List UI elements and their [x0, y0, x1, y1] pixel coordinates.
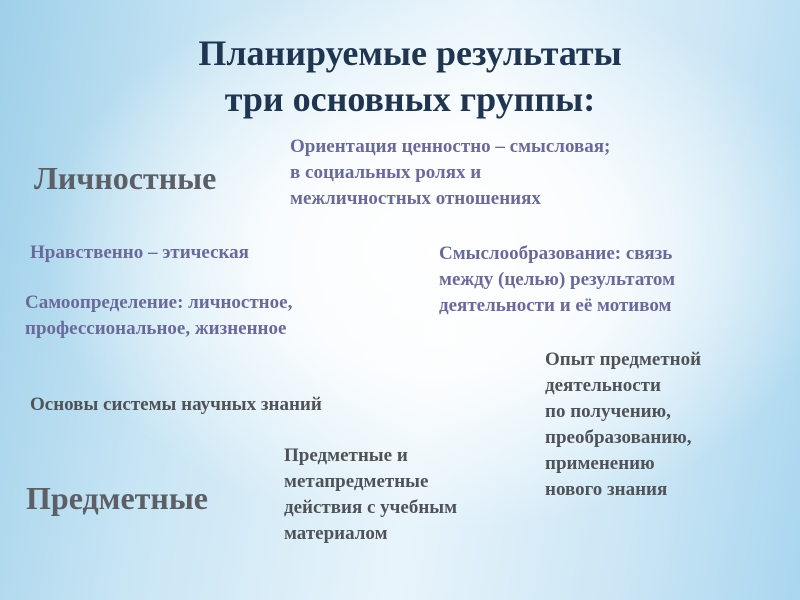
subject-experience-line-6: нового знания: [545, 479, 668, 500]
value-orientation-line-3: межличностных отношениях: [290, 188, 541, 209]
slide-title: [0, 30, 800, 122]
subject-experience-line-1: Опыт предметной: [545, 349, 702, 370]
meaning-formation-text: [439, 241, 675, 319]
subject-experience-line-5: применению: [545, 453, 655, 474]
personal-group-label: Личностные: [34, 160, 217, 196]
self-determination-text: [25, 290, 292, 342]
subject-experience-line-2: деятельности: [545, 375, 661, 396]
meaning-formation-line-2: между (целью) результатом: [439, 269, 676, 290]
value-orientation-text: [290, 134, 610, 212]
slide-title-line-1: Планируемые результаты: [198, 33, 622, 73]
subject-experience-line-3: по получению,: [545, 401, 671, 422]
slide-title-line-2: три основных группы:: [224, 79, 596, 119]
science-basics-text: Основы системы научных знаний: [30, 394, 322, 415]
subject-experience-text: [545, 347, 701, 503]
learning-actions-line-4: материалом: [284, 523, 388, 544]
value-orientation-line-2: в социальных ролях и: [290, 162, 482, 183]
learning-actions-text: [284, 443, 457, 547]
moral-ethical-text: Нравственно – этическая: [30, 242, 249, 263]
learning-actions-line-3: действия с учебным: [284, 497, 458, 518]
learning-actions-line-1: Предметные и: [284, 445, 408, 466]
learning-actions-line-2: метапредметные: [284, 471, 429, 492]
value-orientation-line-1: Ориентация ценностно – смысловая;: [290, 136, 611, 157]
meaning-formation-line-3: деятельности и её мотивом: [439, 295, 672, 316]
self-determination-line-1: Самоопределение: личностное,: [25, 292, 293, 313]
subject-group-label: Предметные: [26, 480, 208, 516]
self-determination-line-2: профессиональное, жизненное: [25, 318, 287, 339]
subject-experience-line-4: преобразованию,: [545, 427, 692, 448]
meaning-formation-line-1: Смыслообразование: связь: [439, 243, 673, 264]
